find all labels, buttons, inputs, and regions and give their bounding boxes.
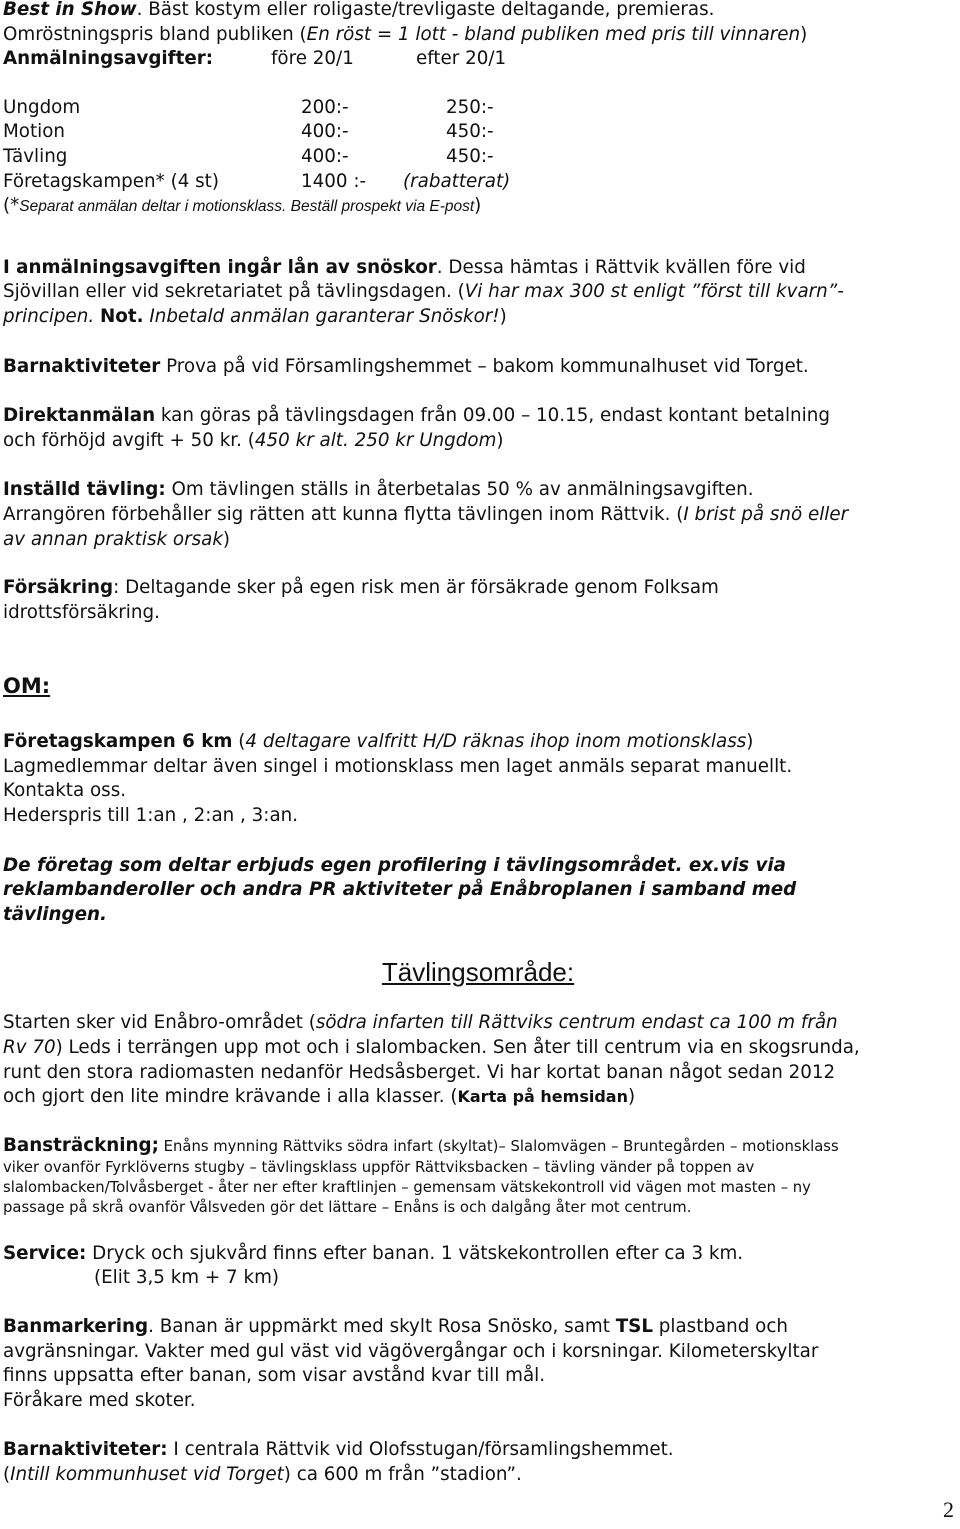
cancel-line-2: Arrangören förbehåller sig rätten att kunna flytta tävlingen inom Rättvik. (I brist på snö eller <box>3 503 849 525</box>
marking-line-1: Banmarkering. Banan är uppmärkt med skylt Rosa Snösko, samt TSL plastband och <box>3 1316 789 1337</box>
included-line-3: principen. Not. Inbetald anmälan garanterar Snöskor!) <box>3 305 507 327</box>
company-line-4: Hederspris till 1:an , 2:an , 3:an. <box>3 805 299 827</box>
direct-line-2: och förhöjd avgift + 50 kr. (450 kr alt. 250 kr Ungdom) <box>3 429 504 451</box>
kids-line: Barnaktiviteter Prova på vid Församlingshemmet – bakom kommunalhuset vid Torget. <box>3 355 809 377</box>
fees-heading: Anmälningsavgifter: <box>3 48 214 70</box>
included-line-2: Sjövillan eller vid sekretariatet på tävlingsdagen. (Vi har max 300 st enligt ”först till kvarn”- <box>3 281 844 303</box>
service-line-2: (Elit 3,5 km + 7 km) <box>94 1267 280 1289</box>
area-line-3: runt den stora radiomasten nedanför Hedsåsberget. Vi har kortat banan något sedan 2012 <box>3 1061 836 1083</box>
service-line-1: Service: Dryck och sjukvård finns efter banan. 1 vätskekontrollen efter ca 3 km. <box>3 1242 744 1264</box>
promo-line-2: reklambanderoller och andra PR aktiviteter på Enåbroplanen i samband med <box>3 879 797 901</box>
insurance-line-2: idrottsförsäkring. <box>3 601 160 623</box>
route-line-1: Bansträckning; Enåns mynning Rättviks södra infart (skyltat)– Slalomvägen – Bruntegården – motionsklass <box>3 1134 839 1156</box>
marking-line-4: Föråkare med skoter. <box>3 1389 196 1411</box>
promo-line-1: De företag som deltar erbjuds egen profilering i tävlingsområdet. ex.vis via <box>3 854 787 876</box>
route-line-4: passage på skrå ovanför Vålsveden gör det lättare – Enåns is och dalgång åter mot centrum. <box>3 1198 692 1216</box>
included-bold: I anmälningsavgiften ingår lån av snöskor <box>3 256 437 278</box>
page-number: 2 <box>943 1497 954 1522</box>
area-line-1: Starten sker vid Enåbro-området (södra infarten till Rättviks centrum endast ca 100 m från <box>3 1012 838 1034</box>
fees-note: (*Separat anmälan deltar i motionsklass. Beställ prospekt via E-post) <box>3 195 482 217</box>
kids2-line-1: Barnaktiviteter: I centrala Rättvik vid Olofsstugan/församlingshemmet. <box>3 1439 674 1461</box>
area-line-2: Rv 70) Leds i terrängen upp mot och i slalombacken. Sen åter till centrum via en skogsrunda, <box>3 1037 860 1059</box>
promo-line-3: tävlingen. <box>3 903 107 925</box>
fees-col-before: före 20/1 <box>271 48 354 70</box>
insurance-line-1: Försäkring: Deltagande sker på egen risk men är försäkrade genom Folksam <box>3 577 719 599</box>
cancel-line-3: av annan praktisk orsak) <box>3 528 231 550</box>
fee-row: Tävling 400:- 450:- <box>3 145 494 167</box>
fee-row: Företagskampen* (4 st) 1400 :- (rabatterat) <box>3 170 511 192</box>
kids2-line-2: (Intill kommunhuset vid Torget) ca 600 m från ”stadion”. <box>3 1463 522 1485</box>
included-line-1: I anmälningsavgiften ingår lån av snöskor. Dessa hämtas i Rättvik kvällen före vid <box>3 256 806 278</box>
best-in-show-title: Best in Show <box>3 0 137 20</box>
best-in-show-line: Best in Show. Bäst kostym eller roligaste/trevligaste deltagande, premieras. <box>3 0 715 20</box>
marking-line-3: finns uppsatta efter banan, som visar avstånd kvar till mål. <box>3 1365 546 1387</box>
fee-row: Motion 400:- 450:- <box>3 121 494 143</box>
area-heading: Tävlingsområde: <box>381 957 575 988</box>
cancel-line-1: Inställd tävling: Om tävlingen ställs in återbetalas 50 % av anmälningsavgiften. <box>3 479 754 501</box>
direct-line-1: Direktanmälan kan göras på tävlingsdagen från 09.00 – 10.15, endast kontant betalning <box>3 405 830 427</box>
area-line-4: och gjort den lite mindre krävande i alla klasser. (Karta på hemsidan) <box>3 1086 636 1108</box>
fees-header <box>3 47 953 72</box>
company-line-2: Lagmedlemmar deltar även singel i motionsklass men laget anmäls separat manuellt. <box>3 755 793 777</box>
vote-line: Omröstningspris bland publiken (En röst = 1 lott - bland publiken med pris till vinnaren) <box>3 23 808 45</box>
company-line-3: Kontakta oss. <box>3 780 127 802</box>
document-page <box>3 0 953 1488</box>
company-line-1: Företagskampen 6 km (4 deltagare valfritt H/D räknas ihop inom motionsklass) <box>3 731 754 753</box>
fees-col-after: efter 20/1 <box>416 48 507 70</box>
route-line-2: viker ovanför Fyrklöverns stugby – tävlingsklass uppför Rättviksbacken – tävling vänder på toppen av <box>3 1158 755 1176</box>
om-heading: OM: <box>3 674 51 699</box>
marking-line-2: avgränsningar. Vakter med gul väst vid vägövergångar och i korsningar. Kilometerskyltar <box>3 1340 819 1362</box>
fee-row: Ungdom 200:- 250:- <box>3 96 494 118</box>
route-line-3: slalombacken/Tolvåsberget - åter ner efter kraftlinjen – gemensam vätskekontroll vid vägen mot masten – ny <box>3 1178 811 1196</box>
